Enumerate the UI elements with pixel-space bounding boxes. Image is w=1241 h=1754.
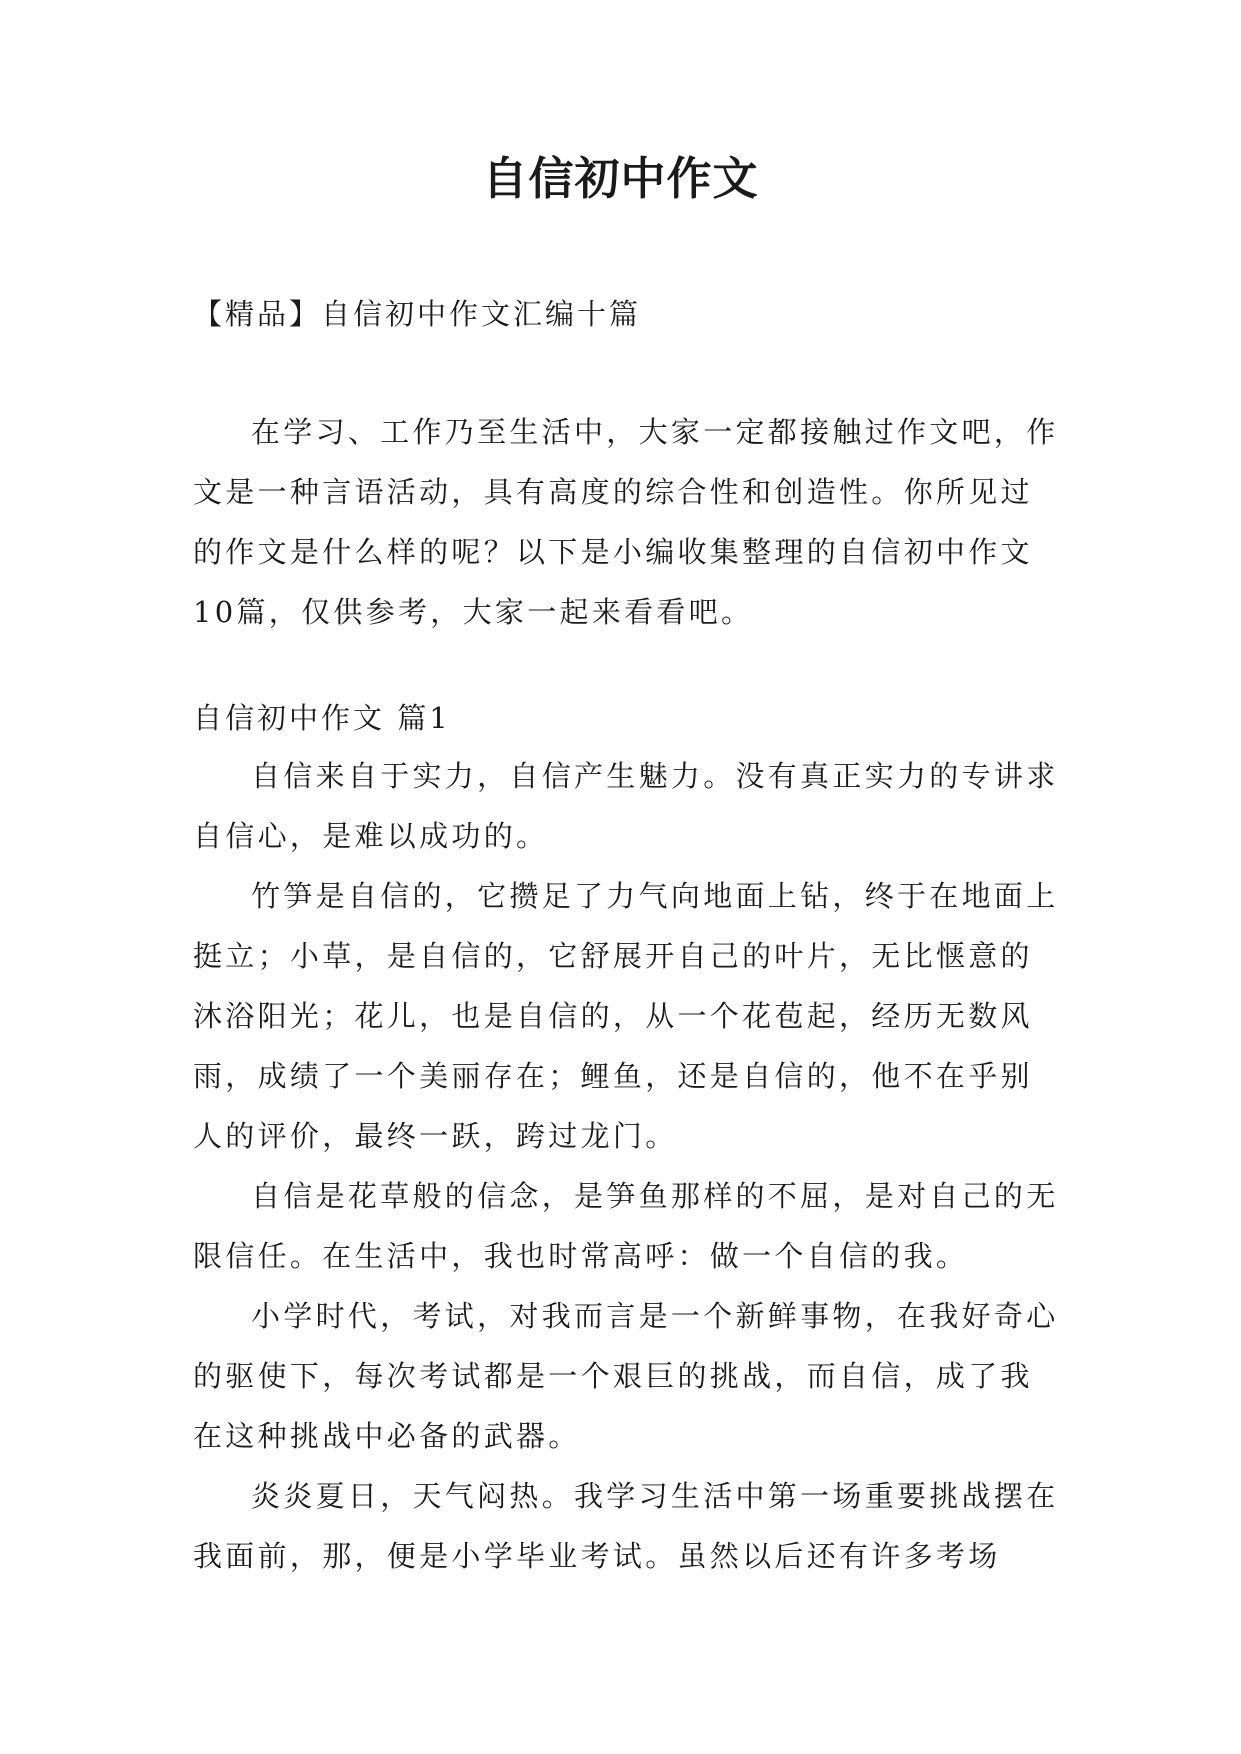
- essay-paragraph-5: 炎炎夏日，天气闷热。我学习生活中第一场重要挑战摆在我面前，那，便是小学毕业考试。虽然以后还有许多考场: [193, 1479, 1059, 1573]
- section-heading: 自信初中作文 篇1: [193, 701, 451, 735]
- intro-paragraph: 在学习、工作乃至生活中，大家一定都接触过作文吧，作文是一种言语活动，具有高度的综合性和创造性。你所见过的作文是什么样的呢？以下是小编收集整理的自信初中作文10篇，仅供参考，大家一起来看看吧。: [193, 415, 1059, 629]
- document-subtitle: 【精品】自信初中作文汇编十篇: [193, 297, 642, 331]
- essay-paragraph-2: 竹笋是自信的，它攒足了力气向地面上钻，终于在地面上挺立；小草，是自信的，它舒展开自己的叶片，无比惬意的沐浴阳光；花儿，也是自信的，从一个花苞起，经历无数风雨，成绩了一个美丽存在；鲤鱼，还是自信的，他不在乎别人的评价，最终一跃，跨过龙门。: [193, 879, 1059, 1153]
- essay-paragraph-3: 自信是花草般的信念，是笋鱼那样的不屈，是对自己的无限信任。在生活中，我也时常高呼：做一个自信的我。: [193, 1179, 1059, 1273]
- essay-paragraph-1: 自信来自于实力，自信产生魅力。没有真正实力的专讲求自信心，是难以成功的。: [193, 759, 1059, 853]
- essay-paragraph-4: 小学时代，考试，对我而言是一个新鲜事物，在我好奇心的驱使下，每次考试都是一个艰巨的挑战，而自信，成了我在这种挑战中必备的武器。: [193, 1299, 1059, 1453]
- intro-block: [193, 402, 1063, 642]
- essay-body: [193, 746, 1063, 1586]
- document-title: 自信初中作文: [482, 152, 759, 205]
